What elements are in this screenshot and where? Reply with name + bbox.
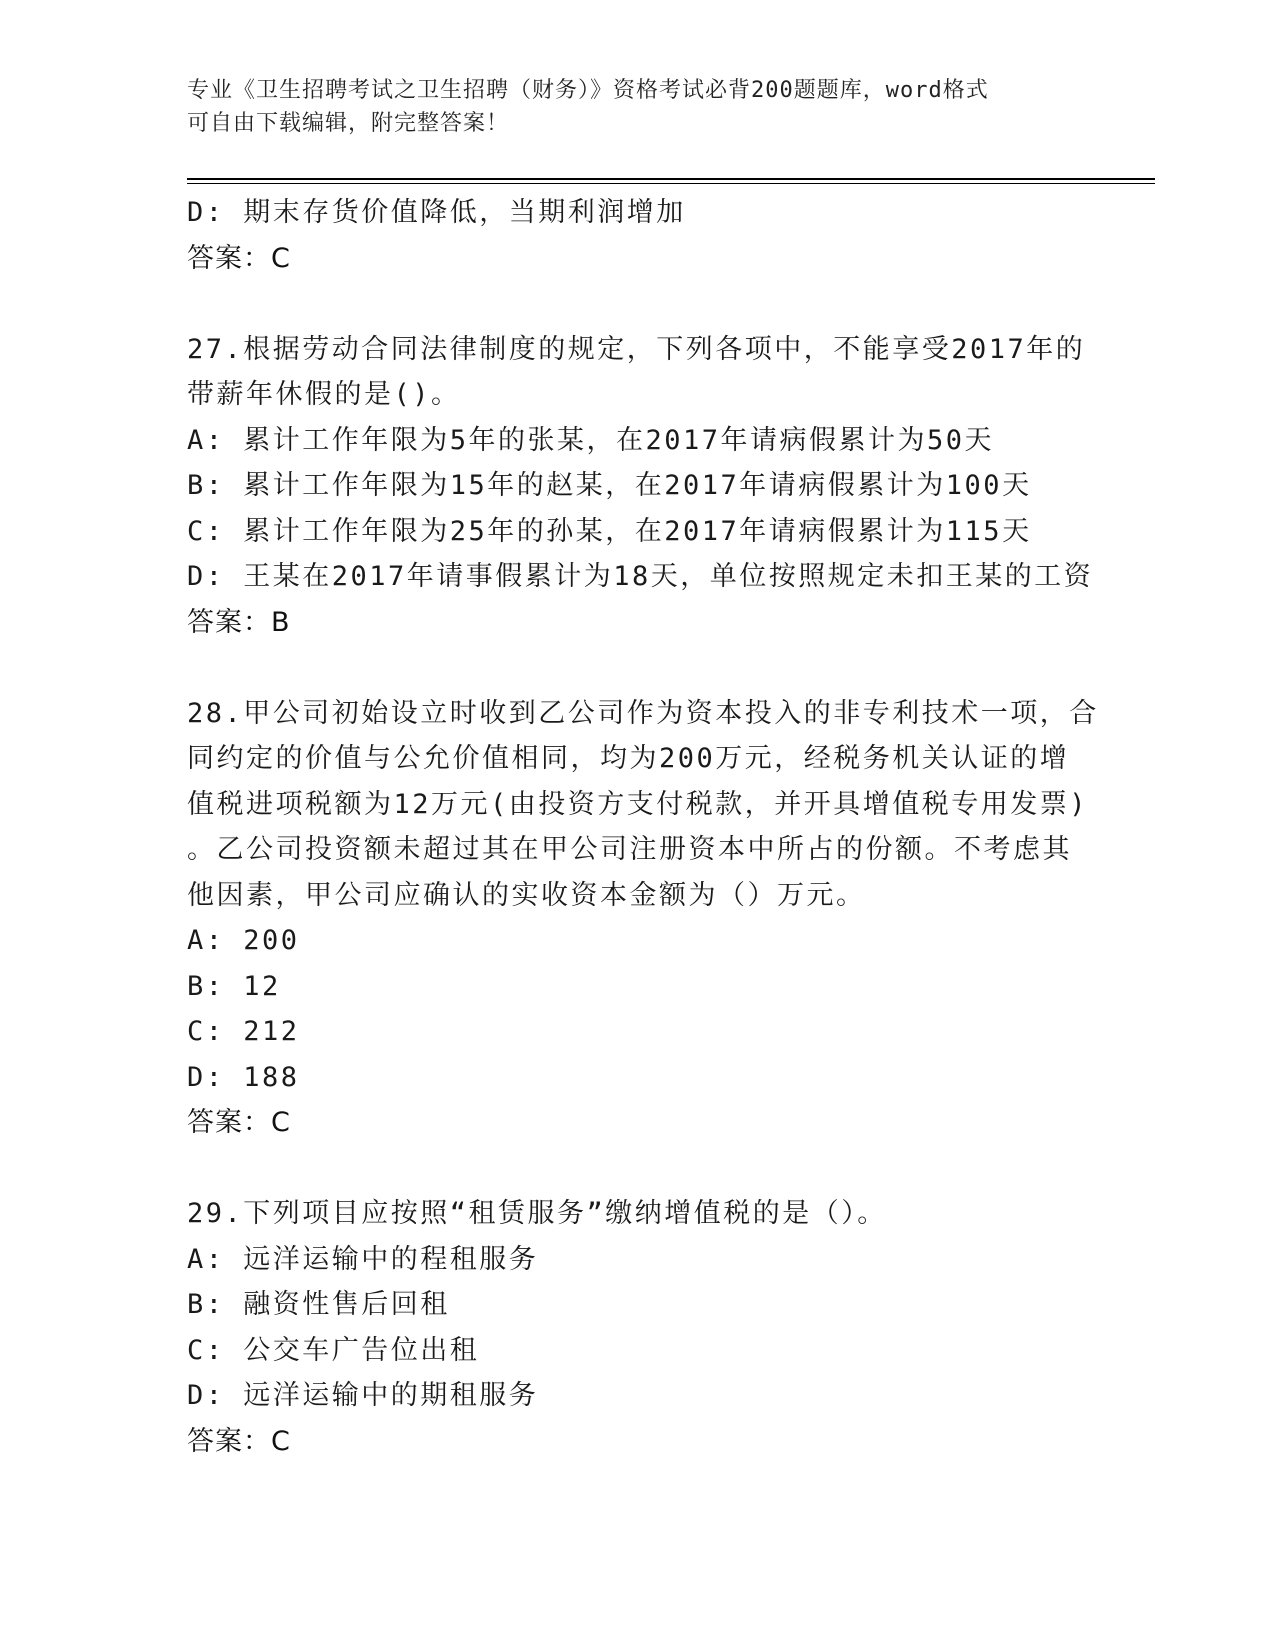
previous-question-tail	[187, 190, 1107, 281]
header-line-2: 可自由下载编辑，附完整答案！	[187, 111, 510, 136]
question-stem-line: 28.甲公司初始设立时收到乙公司作为资本投入的非专利技术一项，合	[187, 697, 1099, 729]
document-body	[187, 190, 1107, 1464]
option-c: C: 公交车广告位出租	[187, 1334, 480, 1366]
answer-line: 答案：C	[187, 1107, 291, 1138]
spacer	[187, 645, 1107, 691]
answer-line: 答案：B	[187, 606, 291, 638]
option-b: B: 累计工作年限为15年的赵某，在2017年请病假累计为100天	[187, 470, 1032, 501]
header-divider-thin	[187, 183, 1155, 184]
option-a: A: 远洋运输中的程租服务	[187, 1243, 539, 1275]
question-stem-line: 29.下列项目应按照“租赁服务”缴纳增值税的是（）。	[187, 1198, 887, 1229]
question-stem-line: 值税进项税额为12万元(由投资方支付税款，并开具增值税专用发票)	[187, 788, 1089, 820]
question-stem-line: 27.根据劳动合同法律制度的规定，下列各项中，不能享受2017年的	[187, 333, 1086, 365]
option-d: D: 期末存货价值降低，当期利润增加	[187, 197, 686, 228]
spacer	[187, 281, 1107, 327]
document-header	[187, 74, 1067, 140]
option-a: A: 200	[187, 925, 300, 956]
option-c: C: 212	[187, 1016, 300, 1047]
question-28	[187, 691, 1107, 1146]
option-d: D: 188	[187, 1061, 300, 1093]
question-stem-line: 他因素，甲公司应确认的实收资本金额为（）万元。	[187, 879, 866, 911]
question-stem-line: 带薪年休假的是()。	[187, 379, 461, 410]
question-27	[187, 327, 1107, 646]
option-b: B: 融资性售后回租	[187, 1289, 450, 1320]
option-d: D: 远洋运输中的期租服务	[187, 1380, 539, 1411]
question-29	[187, 1191, 1107, 1464]
option-d: D: 王某在2017年请事假累计为18天，单位按照规定未扣王某的工资	[187, 561, 1094, 592]
answer-line: 答案：C	[187, 1425, 291, 1457]
option-a: A: 累计工作年限为5年的张某，在2017年请病假累计为50天	[187, 424, 995, 456]
option-c: C: 累计工作年限为25年的孙某，在2017年请病假累计为115天	[187, 515, 1032, 547]
question-stem-line: 。乙公司投资额未超过其在甲公司注册资本中所占的份额。不考虑其	[187, 834, 1072, 865]
header-line-1: 专业《卫生招聘考试之卫生招聘（财务）》资格考试必背200题题库，word格式	[187, 78, 989, 103]
answer-line: 答案：C	[187, 242, 291, 274]
option-b: B: 12	[187, 970, 281, 1002]
header-divider-thick	[187, 178, 1155, 180]
spacer	[187, 1146, 1107, 1192]
question-stem-line: 同约定的价值与公允价值相同，均为200万元，经税务机关认证的增	[187, 743, 1070, 774]
